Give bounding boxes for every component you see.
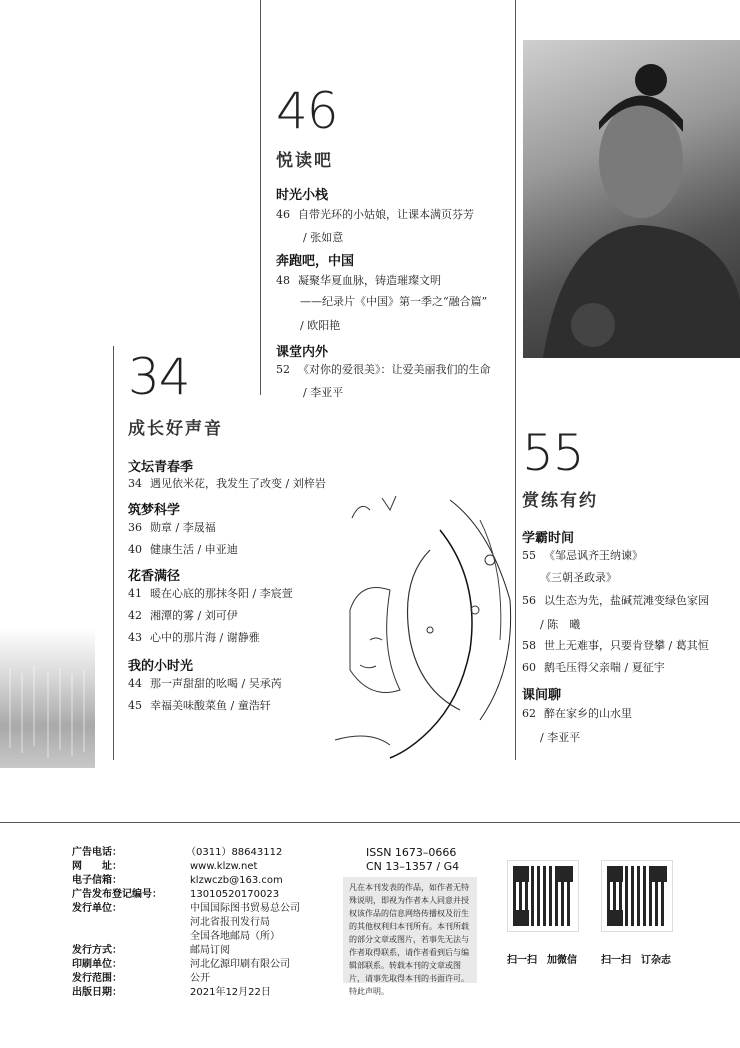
info-value: 公开 [190,973,210,984]
toc-entry[interactable]: 58 世上无难事，只要肯登攀 / 葛其恒 [522,639,709,652]
info-value: 邮局订阅 [190,945,230,956]
section-34-title: 成长好声音 [128,419,223,439]
info-label: 广告电话： [72,847,122,858]
girl-illustration [330,490,520,760]
info-value: 2021年12月22日 [190,987,271,998]
toc-entry[interactable]: 56 以生态为先，盐碱荒滩变绿色家园 [522,594,709,607]
info-value[interactable]: www.klzw.net [190,861,258,872]
actor-photo [523,40,740,358]
issn: ISSN 1673–0666 [366,846,457,859]
info-label: 电子信箱： [72,875,122,886]
toc-entry[interactable]: 40 健康生活 / 申亚迪 [128,543,238,556]
column-heading: 课间聊 [522,688,562,703]
copyright-notice: 凡在本刊发表的作品，如作者无特殊说明，即视为作者本人同意并授权该作品的信息网络传播权及衍生的其他权利归本刊所有。本刊所载的部分文章或图片，若事先无法与作者取得联系，请作者看到后与编辑部联系。转载本刊的文章或图片，请事先取得本刊的书面许可。特此声明。 [343,877,477,983]
toc-entry-subtitle: 《三朝圣政录》 [540,571,617,584]
toc-author: / 张如意 [303,231,344,244]
toc-entry-subtitle: ——纪录片《中国》第一季之“融合篇” [300,295,488,308]
landscape-illustration [0,628,95,768]
toc-author: / 欧阳艳 [300,319,341,332]
info-label: 出版日期： [72,987,122,998]
qr-code-subscribe[interactable] [601,860,673,932]
info-value: 河北亿源印刷有限公司 [190,959,290,970]
toc-entry[interactable]: 43 心中的那片海 / 谢静雅 [128,631,260,644]
toc-author: / 陈 曦 [540,618,581,631]
toc-entry[interactable]: 55 《邹忌讽齐王纳谏》 [522,549,643,562]
toc-entry[interactable]: 46 自带光环的小姑娘，让课本满页芬芳 [276,208,474,221]
column-heading: 筑梦科学 [128,503,181,518]
column-heading: 花香满径 [128,569,181,584]
toc-entry[interactable]: 52 《对你的爱很美》：让爱美丽我们的生命 [276,363,491,376]
info-label: 广告发布登记编号： [72,889,162,900]
toc-entry[interactable]: 45 幸福美味酸菜鱼 / 童浩轩 [128,699,271,712]
qr-code-icon [513,866,573,926]
toc-entry[interactable]: 48 凝聚华夏血脉，铸造璀璨文明 [276,274,441,287]
column-heading: 学霸时间 [522,531,575,546]
info-value: 河北省报刊发行局 [190,917,270,928]
column-heading: 我的小时光 [128,659,194,674]
toc-entry[interactable]: 42 湘潭的雾 / 刘可伊 [128,609,238,622]
info-label: 网 址： [72,861,122,872]
toc-author: / 李亚平 [303,386,344,399]
qr-label-subscribe: 扫一扫 订杂志 [601,955,671,966]
section-55-number: 55 [522,424,584,482]
info-label: 发行范围： [72,973,122,984]
column-heading: 时光小栈 [276,188,329,203]
toc-entry[interactable]: 60 鹅毛压得父亲喘 / 夏征宇 [522,661,665,674]
info-label: 发行单位： [72,903,122,914]
qr-code-icon [607,866,667,926]
divider-46-left [260,0,261,395]
footer-rule [0,822,740,823]
toc-entry[interactable]: 41 暖在心底的那抹冬阳 / 李宸萱 [128,587,293,600]
toc-entry[interactable]: 44 那一声甜甜的吆喝 / 吴承芮 [128,677,282,690]
section-34-number: 34 [128,348,190,406]
qr-label-wechat: 扫一扫 加微信 [507,955,577,966]
info-value: 13010520170023 [190,889,280,900]
info-label: 发行方式： [72,945,122,956]
info-value: 全国各地邮局（所） [190,931,280,942]
info-value[interactable]: klzwczb@163.com [190,875,283,886]
divider-34-left [113,346,114,760]
section-55-title: 赏练有约 [522,491,598,511]
column-heading: 课堂内外 [276,345,329,360]
info-value: （0311）88643112 [186,847,283,858]
info-value: 中国国际图书贸易总公司 [190,903,300,914]
cn-number: CN 13–1357 / G4 [366,860,460,873]
toc-entry[interactable]: 36 勋章 / 李晟福 [128,521,216,534]
info-label: 印刷单位： [72,959,122,970]
qr-code-wechat[interactable] [507,860,579,932]
toc-entry[interactable]: 62 醉在家乡的山水里 [522,707,632,720]
column-heading: 奔跑吧，中国 [276,254,355,269]
toc-entry[interactable]: 34 遇见依米花，我发生了改变 / 刘梓岩 [128,477,326,490]
section-46-number: 46 [276,82,338,140]
column-heading: 文坛青春季 [128,460,194,475]
section-46-title: 悦读吧 [276,151,333,171]
toc-author: / 李亚平 [540,731,581,744]
